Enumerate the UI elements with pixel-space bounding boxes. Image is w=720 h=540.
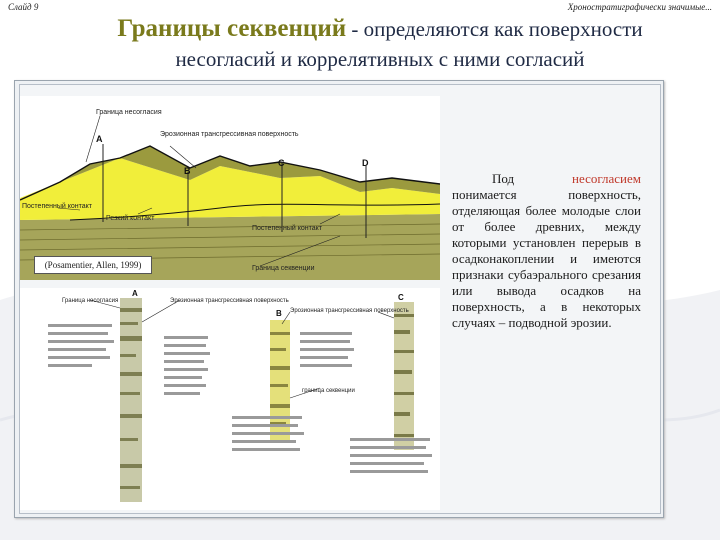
- keyword-unconformity: несогласием: [572, 171, 641, 186]
- well-columns-figure: [20, 288, 440, 510]
- well-label-d: D: [362, 158, 369, 168]
- definition-paragraph: [452, 171, 641, 331]
- title-line2: несогласий и коррелятивных с ними согласий: [175, 47, 585, 71]
- title-rest: - определяются как поверхности: [346, 17, 643, 41]
- label-erosional-right: Эрозионная трансгрессивная поверхность: [290, 308, 409, 314]
- well-label-c: C: [278, 158, 285, 168]
- column-a: [120, 298, 142, 502]
- well-label-a: A: [96, 134, 103, 144]
- well-columns-diagram: [20, 288, 440, 510]
- definition-text: понимается поверхность, отделяющая более молодые слои от более древних, между которыми установлен перерыв в осадконакоплении и имеются признаки субаэрального срезания или вывода осадков на поверхность, а в некоторых случаях – подводной эрозии.: [452, 187, 641, 330]
- slide-number: Слайд 9: [8, 2, 39, 12]
- well-label-b: B: [184, 166, 191, 176]
- column-label-b: B: [276, 309, 282, 318]
- column-label-c: C: [398, 293, 404, 302]
- label-erosional: Эрозионная трансгрессивная поверхность: [160, 131, 299, 138]
- sequence-cross-section-figure: [20, 96, 440, 280]
- label-erosional-left: Эрозионная трансгрессивная поверхность: [170, 298, 289, 304]
- page-title: [40, 14, 720, 74]
- label-sequence-boundary: Граница секвенции: [252, 265, 315, 272]
- title-highlight: Границы секвенций: [117, 15, 347, 42]
- label-conformable-bottom: Постепенный контакт: [252, 225, 323, 232]
- column-c: [394, 302, 414, 450]
- section-title: Хроностратиграфически значимые...: [567, 2, 712, 12]
- column-label-a: A: [132, 289, 138, 298]
- label-unconformity: Граница несогласия: [96, 109, 162, 116]
- label-unconformity-bottom: Граница несогласия: [62, 298, 119, 304]
- label-conformable-left: Постепенный контакт: [22, 203, 93, 210]
- label-sharp: Резкий контакт: [106, 215, 155, 222]
- cross-section-diagram: [20, 96, 440, 280]
- label-sequence-boundary-bottom: граница секвенции: [302, 388, 355, 394]
- figure-caption: (Posamentier, Allen, 1999): [34, 256, 152, 274]
- intro-word: Под: [492, 171, 515, 186]
